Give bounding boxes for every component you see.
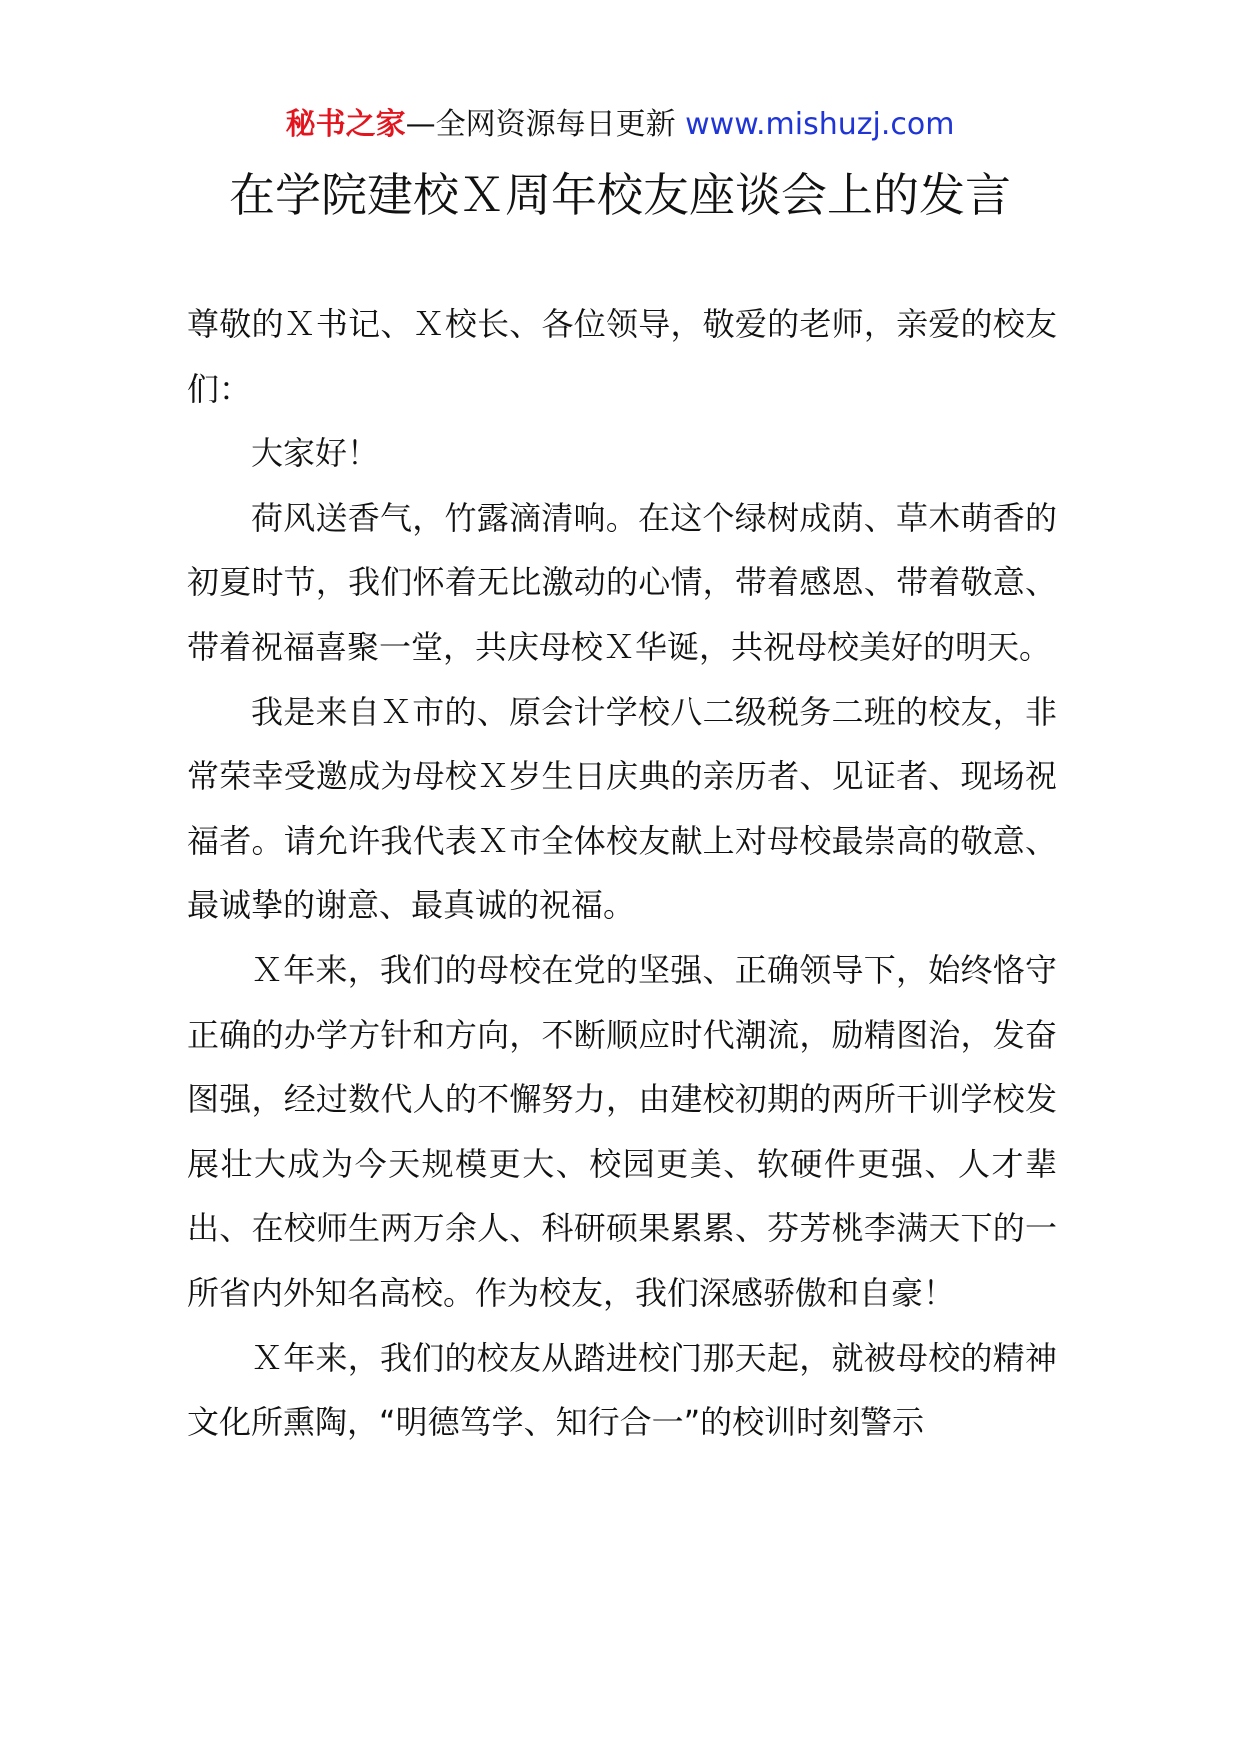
paragraph-greeting: 大家好！ bbox=[251, 434, 380, 473]
document-body bbox=[187, 292, 1057, 1455]
brand-name: 秘书之家 bbox=[285, 107, 406, 142]
salutation: 尊敬的Ｘ书记、Ｘ校长、各位领导，敬爱的老师，亲爱的校友们： bbox=[187, 305, 1057, 408]
document-title: 在学院建校Ｘ周年校友座谈会上的发言 bbox=[229, 168, 1011, 222]
site-header bbox=[0, 98, 1240, 152]
paragraph: Ｘ年来，我们的校友从踏进校门那天起，就被母校的精神文化所熏陶，“明德笃学、知行合一”的校训时刻警示 bbox=[187, 1338, 1057, 1442]
paragraph: 荷风送香气，竹露滴清响。在这个绿树成荫、草木萌香的初夏时节，我们怀着无比激动的心情，带着感恩、带着敬意、带着祝福喜聚一堂，共庆母校Ｘ华诞，共祝母校美好的明天。 bbox=[187, 498, 1057, 666]
paragraph: 我是来自Ｘ市的、原会计学校八二级税务二班的校友，非常荣幸受邀成为母校Ｘ岁生日庆典的亲历者、见证者、现场祝福者。请允许我代表Ｘ市全体校友献上对母校最崇高的敬意、最诚挚的谢意、最真诚的祝福。 bbox=[187, 692, 1057, 925]
site-url-link[interactable]: www.mishuzj.com bbox=[685, 107, 955, 142]
paragraph: Ｘ年来，我们的母校在党的坚强、正确领导下，始终恪守正确的办学方针和方向，不断顺应时代潮流，励精图治，发奋图强，经过数代人的不懈努力，由建校初期的两所干训学校发展壮大成为今天规模更大、校园更美、软硬件更强、人才辈出、在校师生两万余人、科研硕果累累、芬芳桃李满天下的一所省内外知名高校。作为校友，我们深感骄傲和自豪！ bbox=[187, 950, 1057, 1312]
header-tagline: —全网资源每日更新 bbox=[405, 107, 686, 142]
